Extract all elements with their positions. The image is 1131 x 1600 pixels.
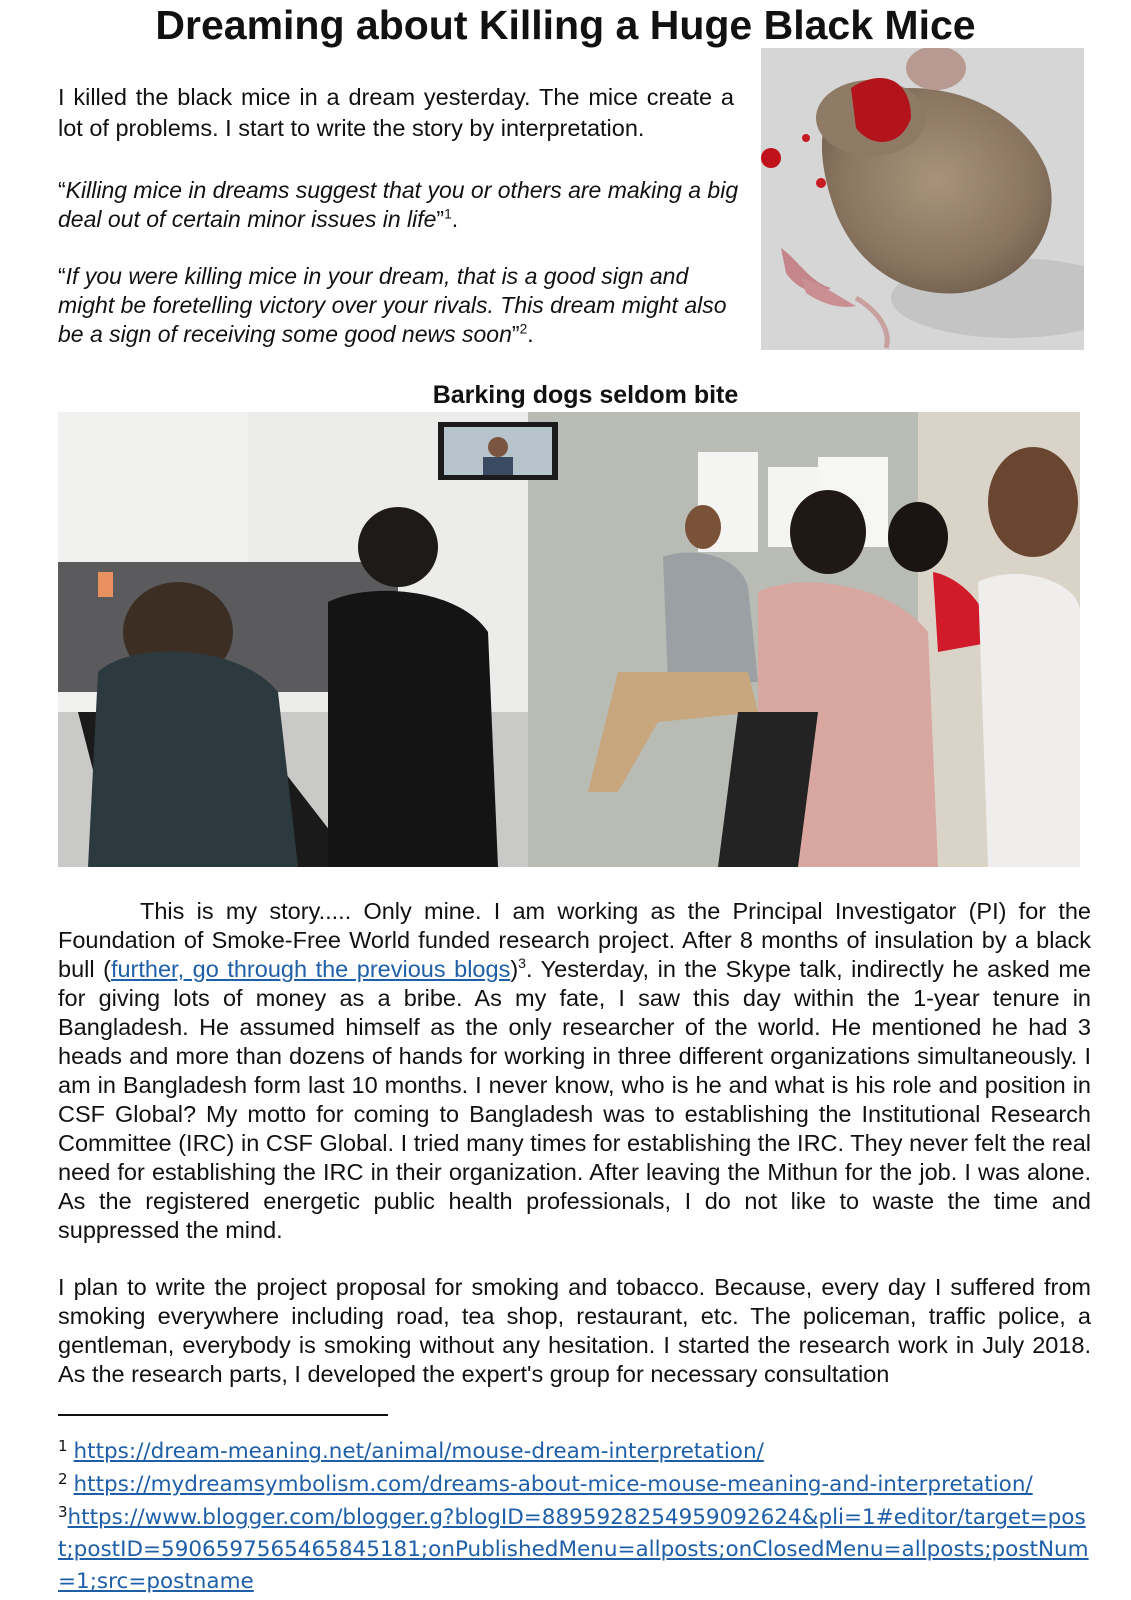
footnote-2-number: 2 xyxy=(58,1470,68,1488)
page-title: Dreaming about Killing a Huge Black Mice xyxy=(155,2,976,48)
previous-blogs-link[interactable]: further, go through the previous blogs xyxy=(110,956,511,982)
quote-1 xyxy=(58,176,744,234)
footnote-3-number: 3 xyxy=(58,1503,68,1521)
footnote-ref-2: 2 xyxy=(519,321,528,337)
paragraph-1-before-link: This is my story..... Only mine. I am working as the Principal Investigator (PI) for the Foundation of Smoke-Free World funded research project. After 8 months of insulation by a black bull ( xyxy=(58,898,1091,982)
paragraph-1-after-link: ) xyxy=(510,956,519,982)
quote-2 xyxy=(58,262,744,349)
intro-paragraph: I killed the black mice in a dream yesterday. The mice create a lot of problems. I start to write the story by interpretation. xyxy=(58,84,734,141)
quote-1-end: . xyxy=(451,206,459,232)
quote-2-end: . xyxy=(527,321,534,347)
quote-2-close: ” xyxy=(511,321,520,347)
footnote-2-link[interactable]: https://mydreamsymbolism.com/dreams-about-mice-mouse-meaning-and-interpretation/ xyxy=(73,1472,1033,1497)
footnote-divider xyxy=(58,1414,388,1416)
quote-1-text: Killing mice in dreams suggest that you or others are making a big deal out of certain minor issues in life xyxy=(58,177,739,232)
footnote-ref-3: 3 xyxy=(518,955,526,972)
dead-mouse-photo xyxy=(761,48,1084,350)
footnote-3 xyxy=(58,1496,1098,1598)
footnote-3-link[interactable]: https://www.blogger.com/blogger.g?blogID=8895928254959092624&pli=1#editor/target=post;postID=5906597565465845181;onPublishedMenu=allposts;onClosedMenu=allposts;postNum=1;src=postname xyxy=(58,1505,1089,1594)
section-heading: Barking dogs seldom bite xyxy=(432,381,739,409)
dead-mouse-illustration xyxy=(761,48,1084,350)
footnote-1-number: 1 xyxy=(58,1437,68,1455)
body-paragraph-1 xyxy=(58,897,1091,1245)
meeting-illustration xyxy=(58,412,1080,867)
quote-2-text: If you were killing mice in your dream, that is a good sign and might be foretelling victory over your rivals. This dream might also be a sign of receiving some good news soon xyxy=(58,263,727,347)
quote-2-open: “ xyxy=(58,263,66,289)
quote-1-open: “ xyxy=(58,177,66,203)
quote-1-close: ” xyxy=(436,206,445,232)
paragraph-1-rest: . Yesterday, in the Skype talk, indirectly he asked me for giving lots of money as a bribe. As my fate, I saw this day within the 1-year tenure in Bangladesh. He assumed himself as the only researcher of the world. He mentioned he had 3 heads and more than dozens of hands for working in three different organizations simultaneously. I am in Bangladesh form last 10 months. I never know, who is he and what is his role and position in CSF Global? My motto for coming to Bangladesh was to establishing the Institutional Research Committee (IRC) in CSF Global. I tried many times for establishing the IRC. They never felt the real need for establishing the IRC in their organization. After leaving the Mithun for the job. I was alone. As the registered energetic public health professionals, I do not like to waste the time and suppressed the mind. xyxy=(58,956,1091,1243)
footnote-ref-1: 1 xyxy=(444,206,452,222)
footnote-1-link[interactable]: https://dream-meaning.net/animal/mouse-dream-interpretation/ xyxy=(73,1439,764,1464)
meeting-room-photo xyxy=(58,412,1080,867)
body-paragraph-2: I plan to write the project proposal for smoking and tobacco. Because, every day I suffered from smoking everywhere including road, tea shop, restaurant, etc. The policeman, traffic police, a gentleman, everybody is smoking without any hesitation. I started the research work in July 2018. As the research parts, I developed the expert's group for necessary consultation xyxy=(58,1274,1091,1387)
